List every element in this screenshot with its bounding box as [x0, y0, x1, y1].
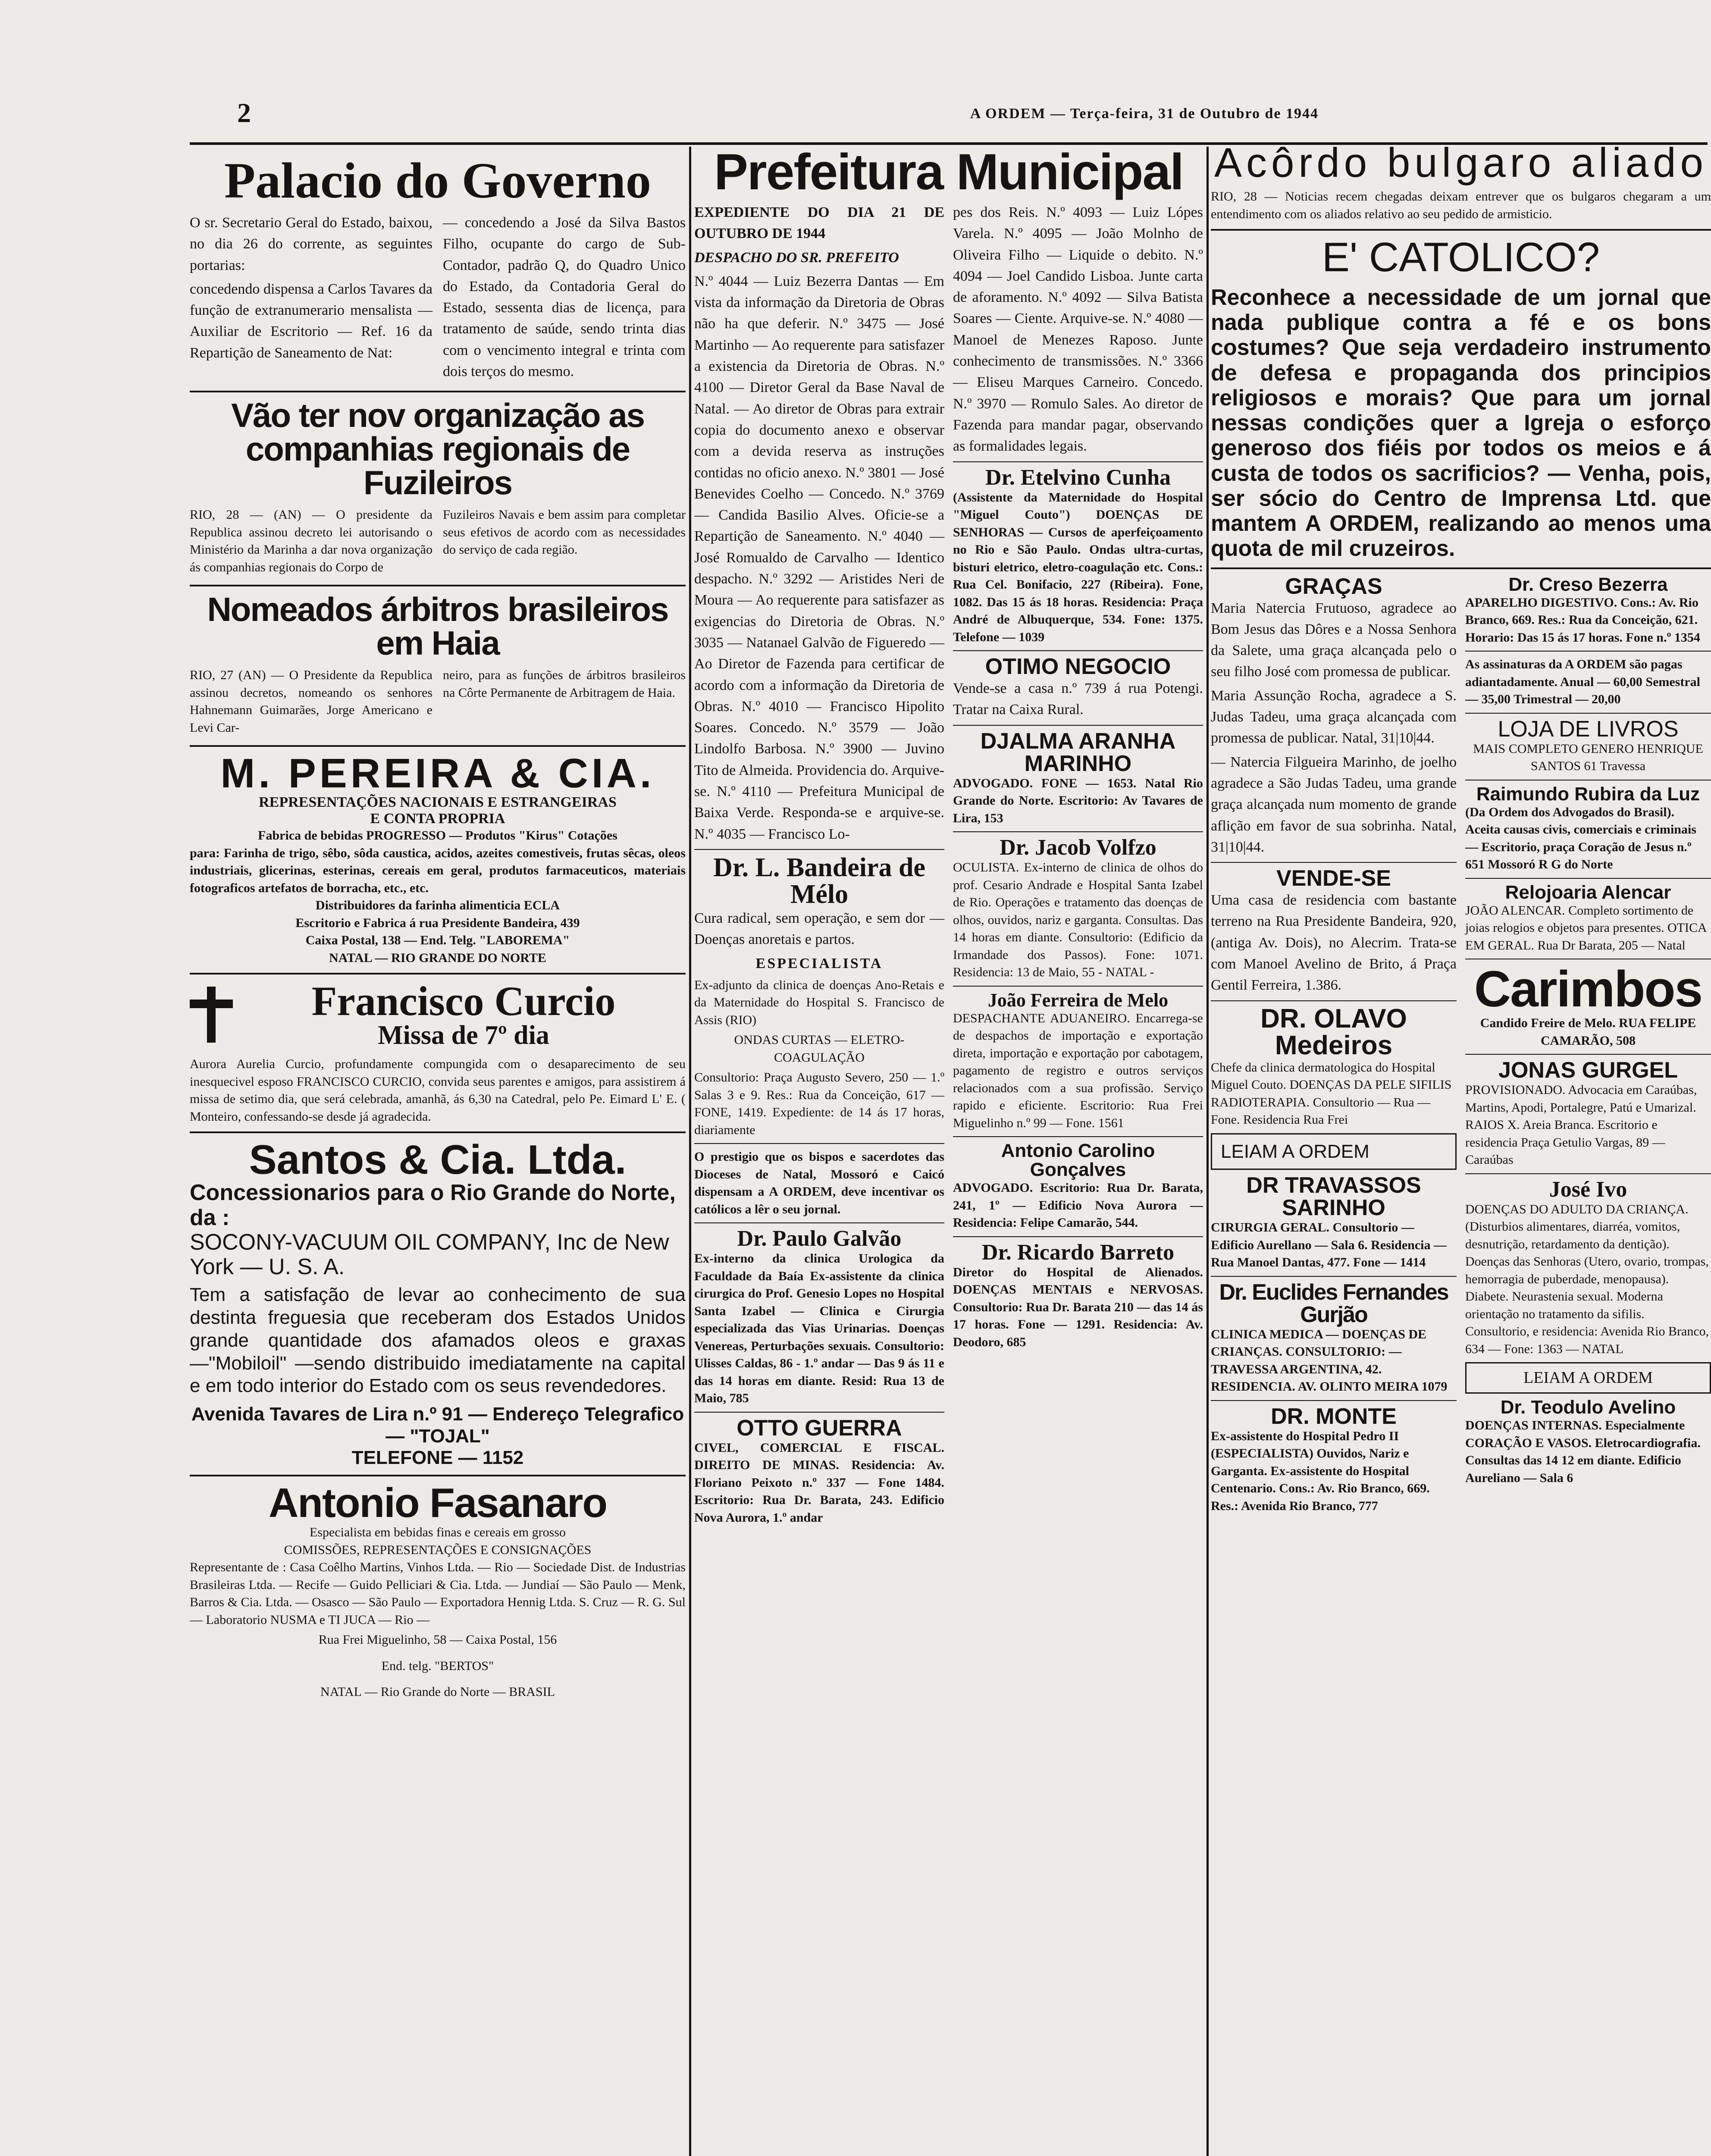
djalma-title: DJALMA ARANHA MARINHO [980, 728, 1176, 776]
travassos-body: CIRURGIA GERAL. Consultorio — Edificio Aurellano — Sala 6. Residencia — Rua Manoel Dantas, 477. Fone — 1414 [1211, 1220, 1447, 1270]
pereira-line-6: NATAL — RIO GRANDE DO NORTE [329, 950, 546, 965]
bandeira-body-3: Consultorio: Praça Augusto Severo, 250 — 1.º Salas 3 e 9. Res.: Rua da Conceição, 617 — FONE, 1419. Expediente: de 14 ás 17 horas, diariamente [694, 1070, 944, 1137]
fasanaro-line-3: Representante de : Casa Coêlho Martins, Vinhos Ltda. — Rio — Sociedade Dist. de Industrias Brasileiras Ltda. — Recife — Guido Pelliciari & Cia. Ltda. — Jundiaí — São Paulo — Menk, Barros & Cia. Ltda. — Osasco — São Paulo — Exportadora Hennig Ltda. S. Cruz — R. G. Sul — Laboratorio NUSMA e TI JUCA — Rio — [190, 1560, 686, 1627]
galvao-body: Ex-interno da clinica Urologica da Faculdade da Baía Ex-assistente da clinica cirurgica do Prof. Genesio Lopes no Hospital Santa Izabel — Clinica e Cirurgia especializada das Vias Urinarias. Doenças Venereas, Perturbações sexuais. Consultorio: Ulisses Caldas, 86 - 1.º andar — Das 9 ás 11 e das 14 horas em diante. Resid: Rua 13 de Maio, 785 [694, 1251, 944, 1406]
santos-company: SOCONY-VACUUM OIL COMPANY, Inc de New York — U. S. A. [190, 1229, 669, 1279]
ivo-body: DOENÇAS DO ADULTO DA CRIANÇA. (Disturbios alimentares, diarréa, vomitos, desnutrição, retardamento da dentição). Doenças das Senhoras (Utero, ovario, trompas, hemorragia de puberdade, menopausa). Diabete. Neurastenia sexual. Moderna orientação no tratamento da sifilis. Consultorio, e residencia: Avenida Rio Branco, 634 — Fone: 1363 — NATAL [1465, 1202, 1709, 1356]
pereira-line-3: Distribuidores da farinha alimenticia ECLA [315, 898, 560, 913]
prefeitura-list-b: pes dos Reis. N.º 4093 — Luiz Lópes Varela. N.º 4095 — João Molnho de Oliveira Filho — Liquide o debito. N.º 4094 — Joel Candido Lisboa. Junte carta de aforamento. N.º 4092 — Silva Batista Soares — Ciente. Arquive-se. N.º 4080 — Manoel de Menezes Raposo. Junte conhecimento de transmissões. N.º 3366 — Eliseu Marques Carneiro. Concedo. N.º 3970 — Romulo Sales. Ao diretor de Fazenda para mandar pagar, observando as formalidades legais. [953, 204, 1203, 454]
travassos-title: DR TRAVASSOS SARINHO [1246, 1173, 1421, 1221]
divider [190, 1475, 686, 1476]
nomeados-body-1: RIO, 27 (AN) — O Presidente da Republica assinou decretos, nomeando os senhores Hahnemann Guimarães, Jorge Americano e Levi Car- [190, 668, 432, 735]
prefeitura-list-a: N.º 4044 — Luiz Bezerra Dantas — Em vista da informação da Diretoria de Obras não ha que deferir. N.º 3475 — José Martinho — Ao requerente para satisfazer a existencia da Diretoria de Obras. N.º 4100 — Diretor Geral da Base Naval de Natal. — Ao diretor de Obras para extrair copia do documento anexo e observar com a devida reserva as instruções contidas no oficio anexo. N.º 3801 — José Benevides Coelho — Concedo. N.º 3769 — Candida Basilio Alves. Oficie-se a Repartição de Saneamento. N.º 4040 — José Romualdo de Carvalho — Identico despacho. N.º 3292 — Aristides Neri de Moura — Ao requerente para satisfazer as exigencias do Diretoria de Obras. N.º 3035 — Natanael Galvão de Figueredo — Ao Diretor de Fazenda para certificar de acordo com a informação da Diretoria de Obras. N.º 4010 — Francisco Hipolito Soares. Concedo. N.º 3579 — João Lindolfo Barbosa. N.º 3900 — Juvino Tito de Almeida. Providencia do. Arquive-se. N.º 4110 — Prefeitura Municipal de Baixa Verde. Responda-se e arquive-se. N.º 4035 — Francisco Lo- [694, 273, 944, 842]
barreto-title: Dr. Ricardo Barreto [981, 1240, 1175, 1265]
gurgel-title: JONAS GURGEL [1498, 1058, 1678, 1083]
relojoaria-title: Relojoaria Alencar [1505, 881, 1671, 903]
carimbos-body: Candido Freire de Melo. RUA FELIPE CAMARÃO, 508 [1480, 1016, 1696, 1048]
gurgel-body: PROVISIONADO. Advocacia em Caraúbas, Martins, Apodi, Portalegre, Patú e Umarizal. RAIOS X. Areia Branca. Escritorio e residencia Praça Getulio Vargas, 89 — Caraúbas [1465, 1083, 1697, 1167]
vende-body: Uma casa de residencia com bastante terreno na Rua Presidente Bandeira, 920, (antiga Av. Dois), no Alecrim. Trata-se com Manoel Avelino de Brito, á Praça Gentil Ferreira, 1.386. [1211, 892, 1457, 993]
santos-telephone: TELEFONE — 1152 [351, 1447, 524, 1469]
gracas-body-2: Maria Assunção Rocha, agradece a S. Judas Tadeu, uma graça alcançada com promessa de publicar. Natal, 31|10|44. [1211, 687, 1457, 746]
pereira-line-5: Caixa Postal, 138 — End. Telg. "LABOREMA" [305, 933, 570, 948]
etelvino-title: Dr. Etelvino Cunha [985, 465, 1171, 490]
divider [1211, 567, 1711, 569]
gracas-title: GRAÇAS [1285, 573, 1382, 599]
bandeira-body-1: Ex-adjunto da clinica de doenças Ano-Retais e da Maternidade do Hospital S. Francisco de Assis (RIO) [694, 978, 944, 1027]
catolico-body: Reconhece a necessidade de um jornal que nada publique contra a fé e os bons costumes? Que seja verdadeiro instrumento de defesa e propaganda dos principios religiosos e morais? Que para um jornal nessas condições quer a Igreja o esforço generoso dos fiéis por todos os meios e á custa de todos os sacrificios? — Venha, pois, ser sócio do Centro de Imprensa Ltd. que mantem A ORDEM, realizando ao menos uma quota de mil cruzeiros. [1211, 285, 1711, 561]
bandeira-especialista: ESPECIALISTA [755, 955, 883, 971]
divider [190, 1131, 686, 1133]
palacio-portaria-1: concedendo dispensa a Carlos Tavares da função de extranumerario mensalista — Auxiliar de Escritorio — Ref. 16 da Repartição de Saneamento de Nat: [190, 281, 432, 361]
jacob-title: Dr. Jacob Volfzo [1000, 835, 1156, 860]
olavo-body: Chefe da clinica dermatologica do Hospital Miguel Couto. DOENÇAS DA PELE SIFILIS RADIOTERAPIA. Consultorio — Rua — Fone. Residencia Rua Frei [1211, 1060, 1452, 1127]
monte-title: DR. MONTE [1271, 1404, 1397, 1429]
divider [190, 391, 686, 392]
palacio-title: Palacio do Governo [224, 155, 651, 209]
divider [190, 745, 686, 747]
negocio-title: OTIMO NEGOCIO [985, 654, 1171, 680]
carimbos-title: Carimbos [1474, 961, 1702, 1018]
pereira-title: M. PEREIRA & CIA. [220, 750, 655, 797]
santos-body: Tem a satisfação de levar ao conhecimento de sua destinta freguesia que receberam dos Estados Unidos grande quantidade dos afamados oleos e graxas—"Mobiloil" —sendo distribuido imediatamente na capital e em todo interior do Estado com os seus revendedores. [190, 1284, 686, 1397]
curcio-body: Aurora Aurelia Curcio, profundamente compungida com o desaparecimento de seu inesquecivel esposo FRANCISCO CURCIO, convida seus parentes e amigos, para assistirem á missa de setimo dia, que será celebrada, amanhã, ás 6,30 na Catedral, pelo Pe. Eimard L' E. ( Monteiro, confessando-se desde já agradecida. [190, 1057, 686, 1124]
bandeira-body-2: ONDAS CURTAS — ELETRO-COAGULAÇÃO [734, 1033, 905, 1065]
divider [190, 973, 686, 975]
curcio-title: Francisco Curcio [311, 978, 616, 1025]
carolino-body: ADVOGADO. Escritorio: Rua Dr. Barata, 241, 1º — Edificio Nova Aurora — Residencia: Felipe Camarão, 544. [953, 1181, 1203, 1230]
barreto-body: Diretor do Hospital de Alienados. DOENÇAS MENTAIS e NERVOSAS. Consultorio: Rua Dr. Barata 210 — das 14 ás 17 horas. Fone — 1291. Residencia: Av. Deodoro, 685 [953, 1265, 1203, 1349]
nomeados-title: Nomeados árbitros brasileiros em Haia [207, 590, 668, 662]
prestigio-note: O prestigio que os bispos e sacerdotes das Dioceses de Natal, Mossoró e Caicó dispensam a A ORDEM, deve incentivar os católicos a lêr o seu jornal. [694, 1150, 944, 1216]
despacho: DESPACHO DO SR. PREFEITO [694, 249, 899, 266]
leiam-box-2: LEIAM A ORDEM [1465, 1362, 1711, 1394]
teodulo-body: DOENÇAS INTERNAS. Especialmente CORAÇÃO E VASOS. Eletrocardiografia. Consultas das 14 12 em diante. Edificio Aureliano — Sala 6 [1465, 1418, 1701, 1485]
bandeira-title: Dr. L. Bandeira de Mélo [713, 852, 926, 909]
curcio-subtitle: Missa de 7º dia [378, 1021, 549, 1050]
santos-title: Santos & Cia. Ltda. [249, 1137, 627, 1183]
creso-title: Dr. Creso Bezerra [1508, 573, 1668, 595]
vao-ter-body-1: RIO, 28 — (AN) — O presidente da Republica assinou decreto lei autorisando o Ministério da Marinha a dar nova organização ás companhias regionais do Corpo de [190, 508, 432, 574]
fasanaro-line-5: End. telg. "BERTOS" [381, 1658, 494, 1673]
fasanaro-line-1: Especialista em bebidas finas e cereais em grosso [310, 1525, 566, 1540]
acordo-body: RIO, 28 — Noticias recem chegadas deixam entrever que os bulgaros chegaram a um entendimento com os aliados relativo ao seu pedido de armisticio. [1211, 189, 1711, 221]
rubira-body: (Da Ordem dos Advogados do Brasil). Aceita causas civis, comerciais e criminais — Escritorio, praça Coração de Jesus n.º 651 Mossoró R G do Norte [1465, 805, 1696, 872]
gracas-body-3: — Natercia Filgueira Marinho, de joelho agradece a São Judas Tadeu, uma grande graça alcançada num momento de grande aflição em favor de sua sobrinha. Natal, 31|10|44. [1211, 754, 1457, 855]
ferreira-title: João Ferreira de Melo [987, 989, 1169, 1011]
carolino-title: Antonio Carolino Gonçalves [1001, 1140, 1155, 1181]
divider [190, 585, 686, 586]
prefeitura-title: Prefeitura Municipal [714, 147, 1183, 201]
fasanaro-line-4: Rua Frei Miguelinho, 58 — Caixa Postal, 156 [318, 1633, 557, 1647]
rubira-title: Raimundo Rubira da Luz [1476, 783, 1700, 805]
nomeados-body-2: neiro, para as funções de árbitros brasileiros na Côrte Permanente de Arbitragem de Haia. [443, 668, 686, 700]
ivo-title: José Ivo [1549, 1177, 1627, 1202]
pereira-subtitle: REPRESENTAÇÕES NACIONAIS E ESTRANGEIRAS [259, 794, 617, 811]
palacio-intro: O sr. Secretario Geral do Estado, baixou, no dia 26 do corrente, as seguintes portarias: [190, 215, 432, 273]
gurjao-title: Dr. Euclides Fernandes Gurjão [1219, 1279, 1448, 1327]
page-number: 2 [237, 97, 251, 128]
acordo-title: Acôrdo bulgaro aliado [1214, 142, 1708, 186]
column-rule-2 [1206, 147, 1209, 2156]
palacio-portaria-2: — concedendo a José da Silva Bastos Filho, ocupante do cargo de Sub-Contador, padrão Q, do Quadro Unico do Estado, da Contadoria Geral do Estado, sessenta dias de licença, para tratamento de saúde, sendo trinta dias com o vencimento integral e trinta com dois terços do mesmo. [443, 215, 686, 380]
vao-ter-title: Vão ter nov organização as companhias regionais de Fuzileiros [231, 396, 644, 502]
column-2 [694, 147, 1203, 2156]
column-1 [190, 155, 686, 2156]
header-line: A ORDEM — Terça-feira, 31 de Outubro de 1944 [970, 106, 1319, 122]
pereira-line-2: para: Farinha de trigo, sêbo, sôda caustica, acidos, azeites comestiveis, frutas sêcas, oleos industriais, glicerinas, esterinas, cereais em geral, produtos farmaceuticos, materiais fotograficos artefatos de borracha, etc., etc. [190, 846, 686, 895]
galvao-title: Dr. Paulo Galvão [737, 1226, 902, 1251]
gracas-body-1: Maria Natercia Frutuoso, agradece ao Bom Jesus das Dôres e a Nossa Senhora da Salete, uma graça alcançada pelo o seu filho José com promessa de publicar. [1211, 600, 1457, 680]
jacob-body: OCULISTA. Ex-interno de clinica de olhos do prof. Cesario Andrade e Hospital Santa Izabel de Rio. Operações e tratamento das doenças de olhos, ouvidos, nariz e garganta. Consultas. Das 14 horas em diante. Consultorio: (Edificio da Irmandade dos Passos). Fone: 1071. Residencia: 13 de Maio, 55 - NATAL - [953, 860, 1203, 980]
vende-title: VENDE-SE [1276, 866, 1391, 891]
cross-icon [190, 987, 233, 1043]
monte-body: Ex-assistente do Hospital Pedro II (ESPECIALISTA) Ouvidos, Nariz e Garganta. Ex-assistente do Hospital Centenario. Cons.: Av. Rio Branco, 669. Res.: Avenida Rio Branco, 777 [1211, 1429, 1430, 1513]
column-rule-1 [689, 147, 691, 2156]
santos-subtitle: Concessionarios para o Rio Grande do Norte, da : [190, 1180, 676, 1230]
livros-body: MAIS COMPLETO GENERO HENRIQUE SANTOS 61 Travessa [1473, 741, 1703, 774]
ferreira-body: DESPACHANTE ADUANEIRO. Encarrega-se de despachos de importação e exportação direta, importação e exportação por cabotagem, pagamento de registro e outros serviços relacionados com a sua profissão. Serviço rapido e eficiente. Escritorio: Rua Frei Miguelinho n.º 99 — Fone. 1561 [953, 1011, 1203, 1130]
divider [1211, 229, 1711, 231]
relojoaria-body: JOÃO ALENCAR. Completo sortimento de joias relogios e objetos para presentes. OTICA EM GERAL. Rua Dr Barata, 205 — Natal [1465, 903, 1707, 953]
djalma-body: ADVOGADO. FONE — 1653. Natal Rio Grande do Norte. Escritorio: Av Tavares de Lira, 153 [953, 776, 1203, 825]
leiam-box: LEIAM A ORDEM [1211, 1133, 1457, 1170]
pereira-subtitle-2: E CONTA PROPRIA [370, 811, 505, 827]
livros-title: LOJA DE LIVROS [1498, 716, 1679, 742]
column-3 [1211, 142, 1711, 2156]
fasanaro-line-2: COMISSÕES, REPRESENTAÇÕES E CONSIGNAÇÕES [284, 1542, 592, 1557]
expediente: EXPEDIENTE DO DIA 21 DE OUTUBRO DE 1944 [694, 204, 944, 242]
vao-ter-body-2: Fuzileiros Navais e bem assim para completar seus efetivos de acordo com as necessidades do serviço de cada região. [443, 508, 686, 557]
guerra-title: OTTO GUERRA [736, 1415, 902, 1441]
assinaturas-body: As assinaturas da A ORDEM são pagas adiantadamente. Anual — 60,00 Semestral — 35,00 Trimestral — 20,00 [1465, 657, 1701, 707]
negocio-body: Vende-se a casa n.º 739 á rua Potengi. Tratar na Caixa Rural. [953, 680, 1203, 718]
gurjao-body: CLINICA MEDICA — DOENÇAS DE CRIANÇAS. CONSULTORIO: — TRAVESSA ARGENTINA, 42. RESIDENCIA. AV. OLINTO MEIRA 1079 [1211, 1327, 1448, 1394]
fasanaro-line-6: NATAL — Rio Grande do Norte — BRASIL [320, 1685, 555, 1699]
etelvino-body: (Assistente da Maternidade do Hospital "Miguel Couto") DOENÇAS DE SENHORAS — Cursos de aperfeiçoamento no Rio e São Paulo. Ondas ultra-curtas, bisturi eletrico, eletro-coagulação etc. Cons.: Rua Cel. Bonifacio, 227 (Ribeira). Fone, 1082. Das 15 ás 18 horas. Residencia: Praça André de Albuquerque, 534. Fone: 1375. Telefone — 1039 [953, 490, 1203, 644]
fasanaro-title: Antonio Fasanaro [268, 1480, 607, 1526]
guerra-body: CIVEL, COMERCIAL E FISCAL. DIREITO DE MINAS. Residencia: Av. Floriano Peixoto n.º 337 — Fone 1484. Escritorio: Rua Dr. Barata, 243. Edificio Nova Aurora, 1.º andar [694, 1440, 944, 1525]
pereira-line-1: Fabrica de bebidas PROGRESSO — Produtos "Kirus" Cotações [258, 828, 617, 843]
olavo-title: DR. OLAVO Medeiros [1260, 1003, 1407, 1060]
bandeira-body: Cura radical, sem operação, e sem dor — Doenças anoretais e partos. [694, 910, 944, 948]
catolico-title: E' CATOLICO? [1322, 234, 1600, 280]
teodulo-title: Dr. Teodulo Avelino [1500, 1397, 1676, 1418]
santos-address: Avenida Tavares de Lira n.º 91 — Endereço Telegrafico — "TOJAL" [191, 1404, 684, 1447]
pereira-line-4: Escritorio e Fabrica á rua Presidente Bandeira, 439 [295, 915, 580, 930]
creso-body: APARELHO DIGESTIVO. Cons.: Av. Rio Branco, 669. Res.: Rua da Conceição, 621. Horario: Das 15 ás 17 horas. Fone n.º 1354 [1465, 595, 1700, 645]
